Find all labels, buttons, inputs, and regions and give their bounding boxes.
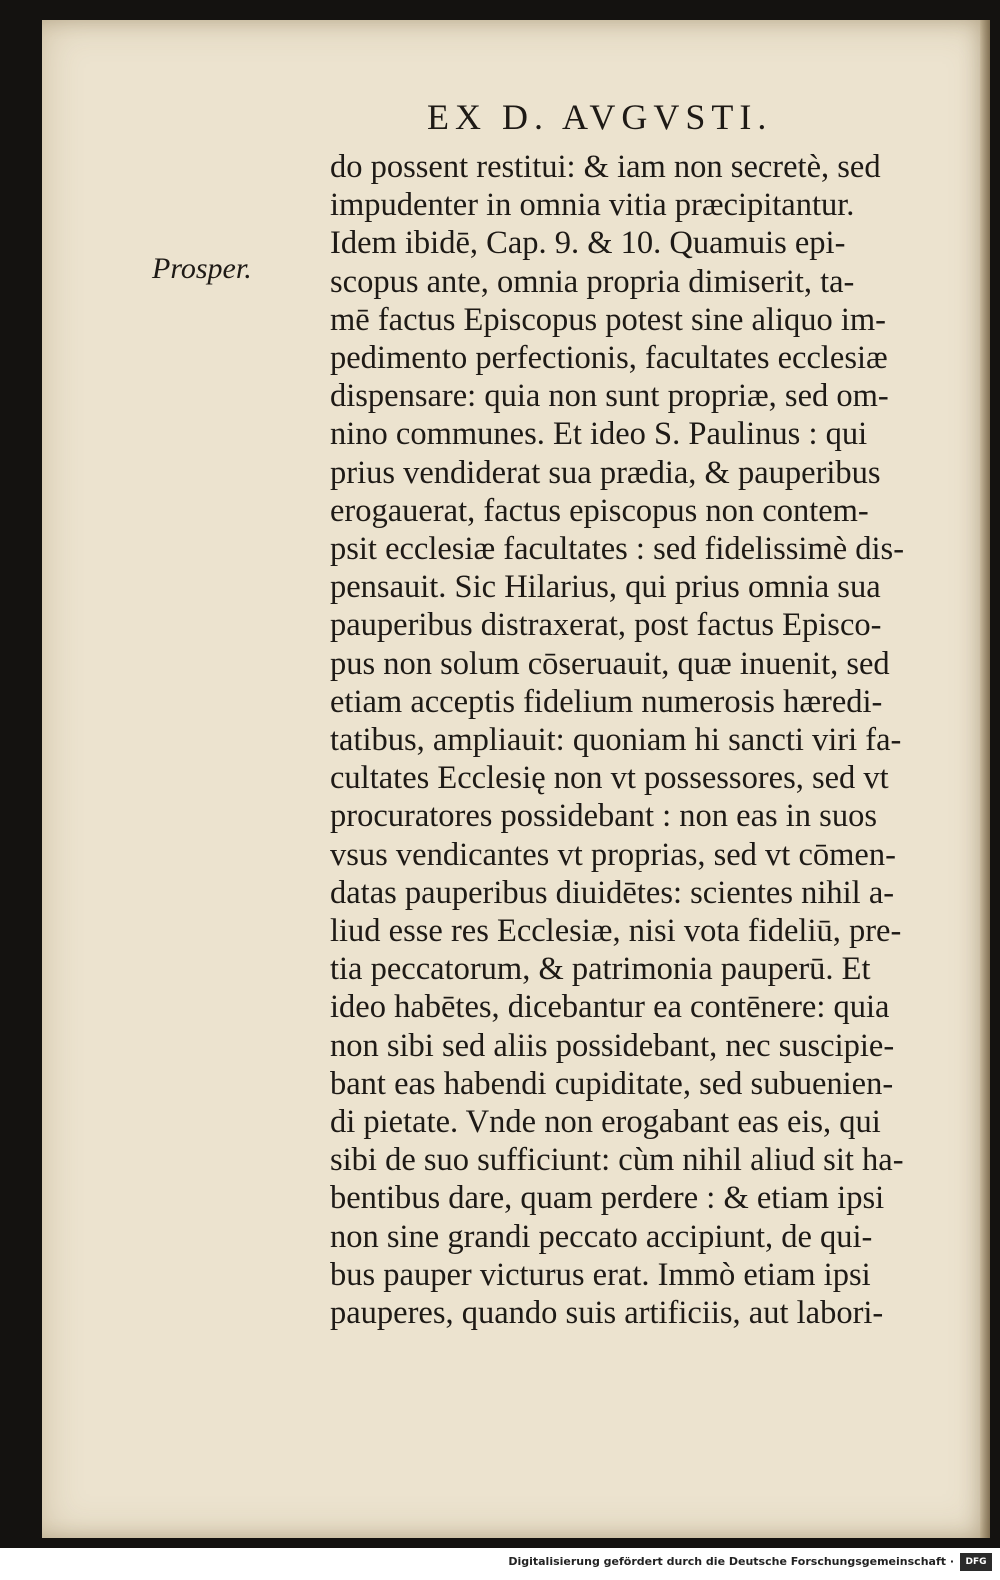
- body-text: [330, 148, 950, 1332]
- text-line: pus non solum cōseruauit, quæ inuenit, sed: [330, 645, 890, 682]
- text-line: impudenter in omnia vitia præcipitantur.: [330, 187, 855, 224]
- text-line: bentibus dare, quam perdere : & etiam ipsi: [330, 1180, 885, 1217]
- text-line: pauperes, quando suis artificiis, aut labori-: [330, 1295, 884, 1332]
- running-head: EX D. AVGVSTI.: [427, 97, 773, 137]
- funding-footer: [0, 1548, 1000, 1580]
- text-line: procuratores possidebant : non eas in suos: [330, 798, 877, 835]
- text-line: datas pauperibus diuidētes: scientes nihil a-: [330, 874, 895, 911]
- text-line: pedimento perfectionis, facultates ecclesiæ: [330, 340, 888, 377]
- text-line: bant eas habendi cupiditate, sed subuenien-: [330, 1065, 894, 1102]
- text-line: prius vendiderat sua prædia, & pauperibus: [330, 454, 881, 491]
- text-line: pauperibus distraxerat, post factus Episco-: [330, 607, 882, 644]
- margin-note: Prosper.: [152, 252, 252, 285]
- text-line: non sibi sed aliis possidebant, nec suscipie-: [330, 1027, 895, 1064]
- text-line: tia peccatorum, & patrimonia pauperū. Et: [330, 951, 871, 988]
- text-line: di pietate. Vnde non erogabant eas eis, qui: [330, 1104, 881, 1141]
- text-line: cultates Ecclesię non vt possessores, sed vt: [330, 760, 889, 797]
- text-line: Idem ibidē, Cap. 9. & 10. Quamuis epi-: [330, 225, 846, 262]
- text-line: liud esse res Ecclesiæ, nisi vota fideliū, pre-: [330, 913, 902, 950]
- text-line: sibi de suo sufficiunt: cùm nihil aliud sit ha-: [330, 1142, 904, 1179]
- text-line: mē factus Episcopus potest sine aliquo im-: [330, 301, 887, 338]
- text-line: ideo habētes, dicebantur ea contēnere: quia: [330, 989, 890, 1026]
- text-line: scopus ante, omnia propria dimiserit, ta-: [330, 263, 855, 300]
- text-line: vsus vendicantes vt proprias, sed vt cōmen-: [330, 836, 896, 873]
- text-line: erogauerat, factus episcopus non contem-: [330, 492, 869, 529]
- text-line: non sine grandi peccato accipiunt, de qui-: [330, 1218, 873, 1255]
- text-line: dispensare: quia non sunt propriæ, sed om-: [330, 378, 889, 415]
- text-line: do possent restitui: & iam non secretè, sed: [330, 149, 881, 185]
- book-page: [42, 20, 990, 1538]
- text-line: nino communes. Et ideo S. Paulinus : qui: [330, 416, 868, 453]
- text-line: pensauit. Sic Hilarius, qui prius omnia sua: [330, 569, 881, 606]
- text-line: psit ecclesiæ facultates : sed fidelissimè dis-: [330, 531, 905, 568]
- dfg-logo: DFG: [960, 1553, 992, 1571]
- funding-credit: Digitalisierung gefördert durch die Deutsche Forschungsgemeinschaft ·: [508, 1555, 954, 1568]
- text-line: bus pauper victurus erat. Immò etiam ipsi: [330, 1256, 871, 1293]
- text-line: etiam acceptis fidelium numerosis hæredi-: [330, 683, 883, 720]
- text-line: tatibus, ampliauit: quoniam hi sancti viri fa-: [330, 722, 902, 759]
